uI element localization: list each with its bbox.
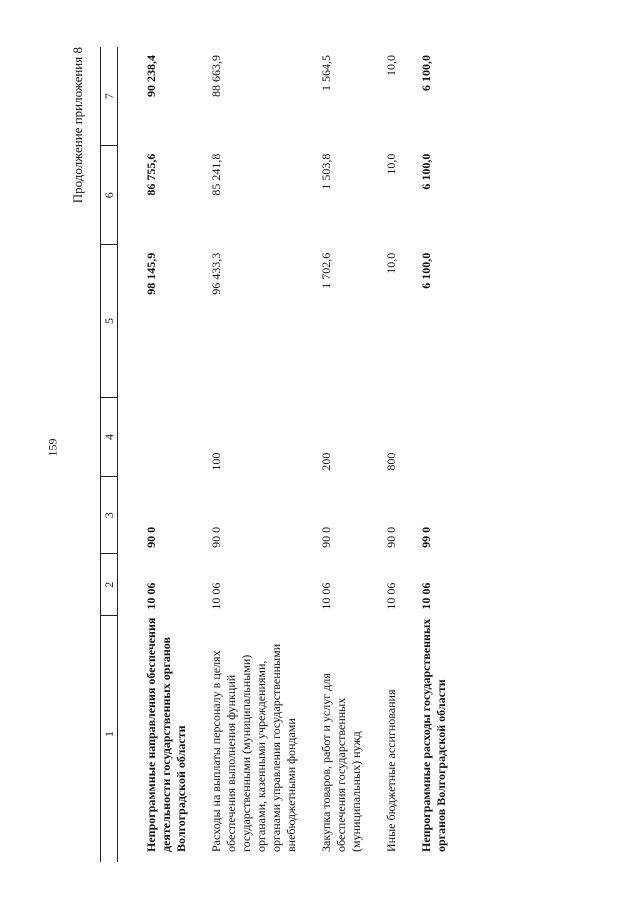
row-name: Непрограммные расходы государственных органов Волгоградской области [419, 618, 448, 852]
row-expense-type: 200 [319, 452, 333, 471]
row-value-6: 6 100,0 [419, 153, 433, 190]
header-col-5: 5 [101, 245, 118, 398]
row-value-5: 98 145,9 [144, 252, 158, 295]
row-value-7: 88 663,9 [209, 55, 223, 97]
table-row [419, 47, 469, 862]
row-value-7: 1 564,5 [319, 55, 333, 91]
row-section-code: 10 06 [384, 582, 398, 610]
header-col-7: 7 [101, 47, 118, 146]
rotated-table-container [70, 47, 560, 862]
row-target-code: 90 0 [144, 526, 158, 548]
header-col-1: 1 [101, 616, 118, 862]
row-expense-type [419, 397, 469, 476]
row-value-5: 1 702,6 [319, 252, 333, 289]
row-value-7: 10,0 [384, 55, 398, 76]
table-row [209, 47, 319, 862]
row-name: Расходы на выплаты персоналу в целях обеспечения выполнения функций государственными (муниципальными) органами, казенными учреждениями, органами управления государственными внебюджетными фондами [209, 643, 298, 852]
row-value-6: 86 755,6 [144, 153, 158, 196]
row-value-6: 1 503,8 [319, 153, 333, 190]
header-col-6: 6 [101, 146, 118, 245]
row-target-code: 99 0 [419, 526, 433, 548]
row-section-code: 10 06 [209, 582, 223, 610]
budget-table [100, 47, 469, 862]
row-value-7: 90 238,4 [144, 55, 158, 97]
row-value-6: 10,0 [384, 153, 398, 175]
spacer-row [118, 47, 145, 862]
page-number: 159 [45, 438, 60, 457]
row-target-code: 90 0 [384, 526, 398, 548]
table-row [319, 47, 384, 862]
row-section-code: 10 06 [419, 582, 433, 610]
header-col-3: 3 [101, 477, 118, 554]
row-value-7: 6 100,0 [419, 55, 433, 91]
row-value-5: 10,0 [384, 252, 398, 274]
row-target-code: 90 0 [209, 526, 223, 548]
row-value-6: 85 241,8 [209, 153, 223, 196]
row-name: Иные бюджетные ассигнования [384, 689, 398, 852]
row-expense-type: 100 [209, 452, 223, 471]
row-section-code: 10 06 [144, 582, 158, 610]
appendix-caption: Продолжение приложения 8 [70, 47, 85, 204]
row-expense-type: 800 [384, 452, 398, 471]
table-row [144, 47, 209, 862]
header-row [101, 47, 118, 862]
row-section-code: 10 06 [319, 582, 333, 610]
row-name: Непрограммные направления обеспечения деятельности государственных органов Волгоградской области [144, 617, 188, 852]
row-value-5: 6 100,0 [419, 252, 433, 289]
row-name: Закупка товаров, работ и услуг для обеспечения государственных (муниципальных) нужд [319, 673, 363, 852]
row-expense-type [144, 397, 209, 476]
row-value-5: 96 433,3 [209, 252, 223, 295]
table-row [384, 47, 419, 862]
header-col-2: 2 [101, 554, 118, 616]
row-target-code: 90 0 [319, 526, 333, 548]
header-col-4: 4 [101, 397, 118, 476]
